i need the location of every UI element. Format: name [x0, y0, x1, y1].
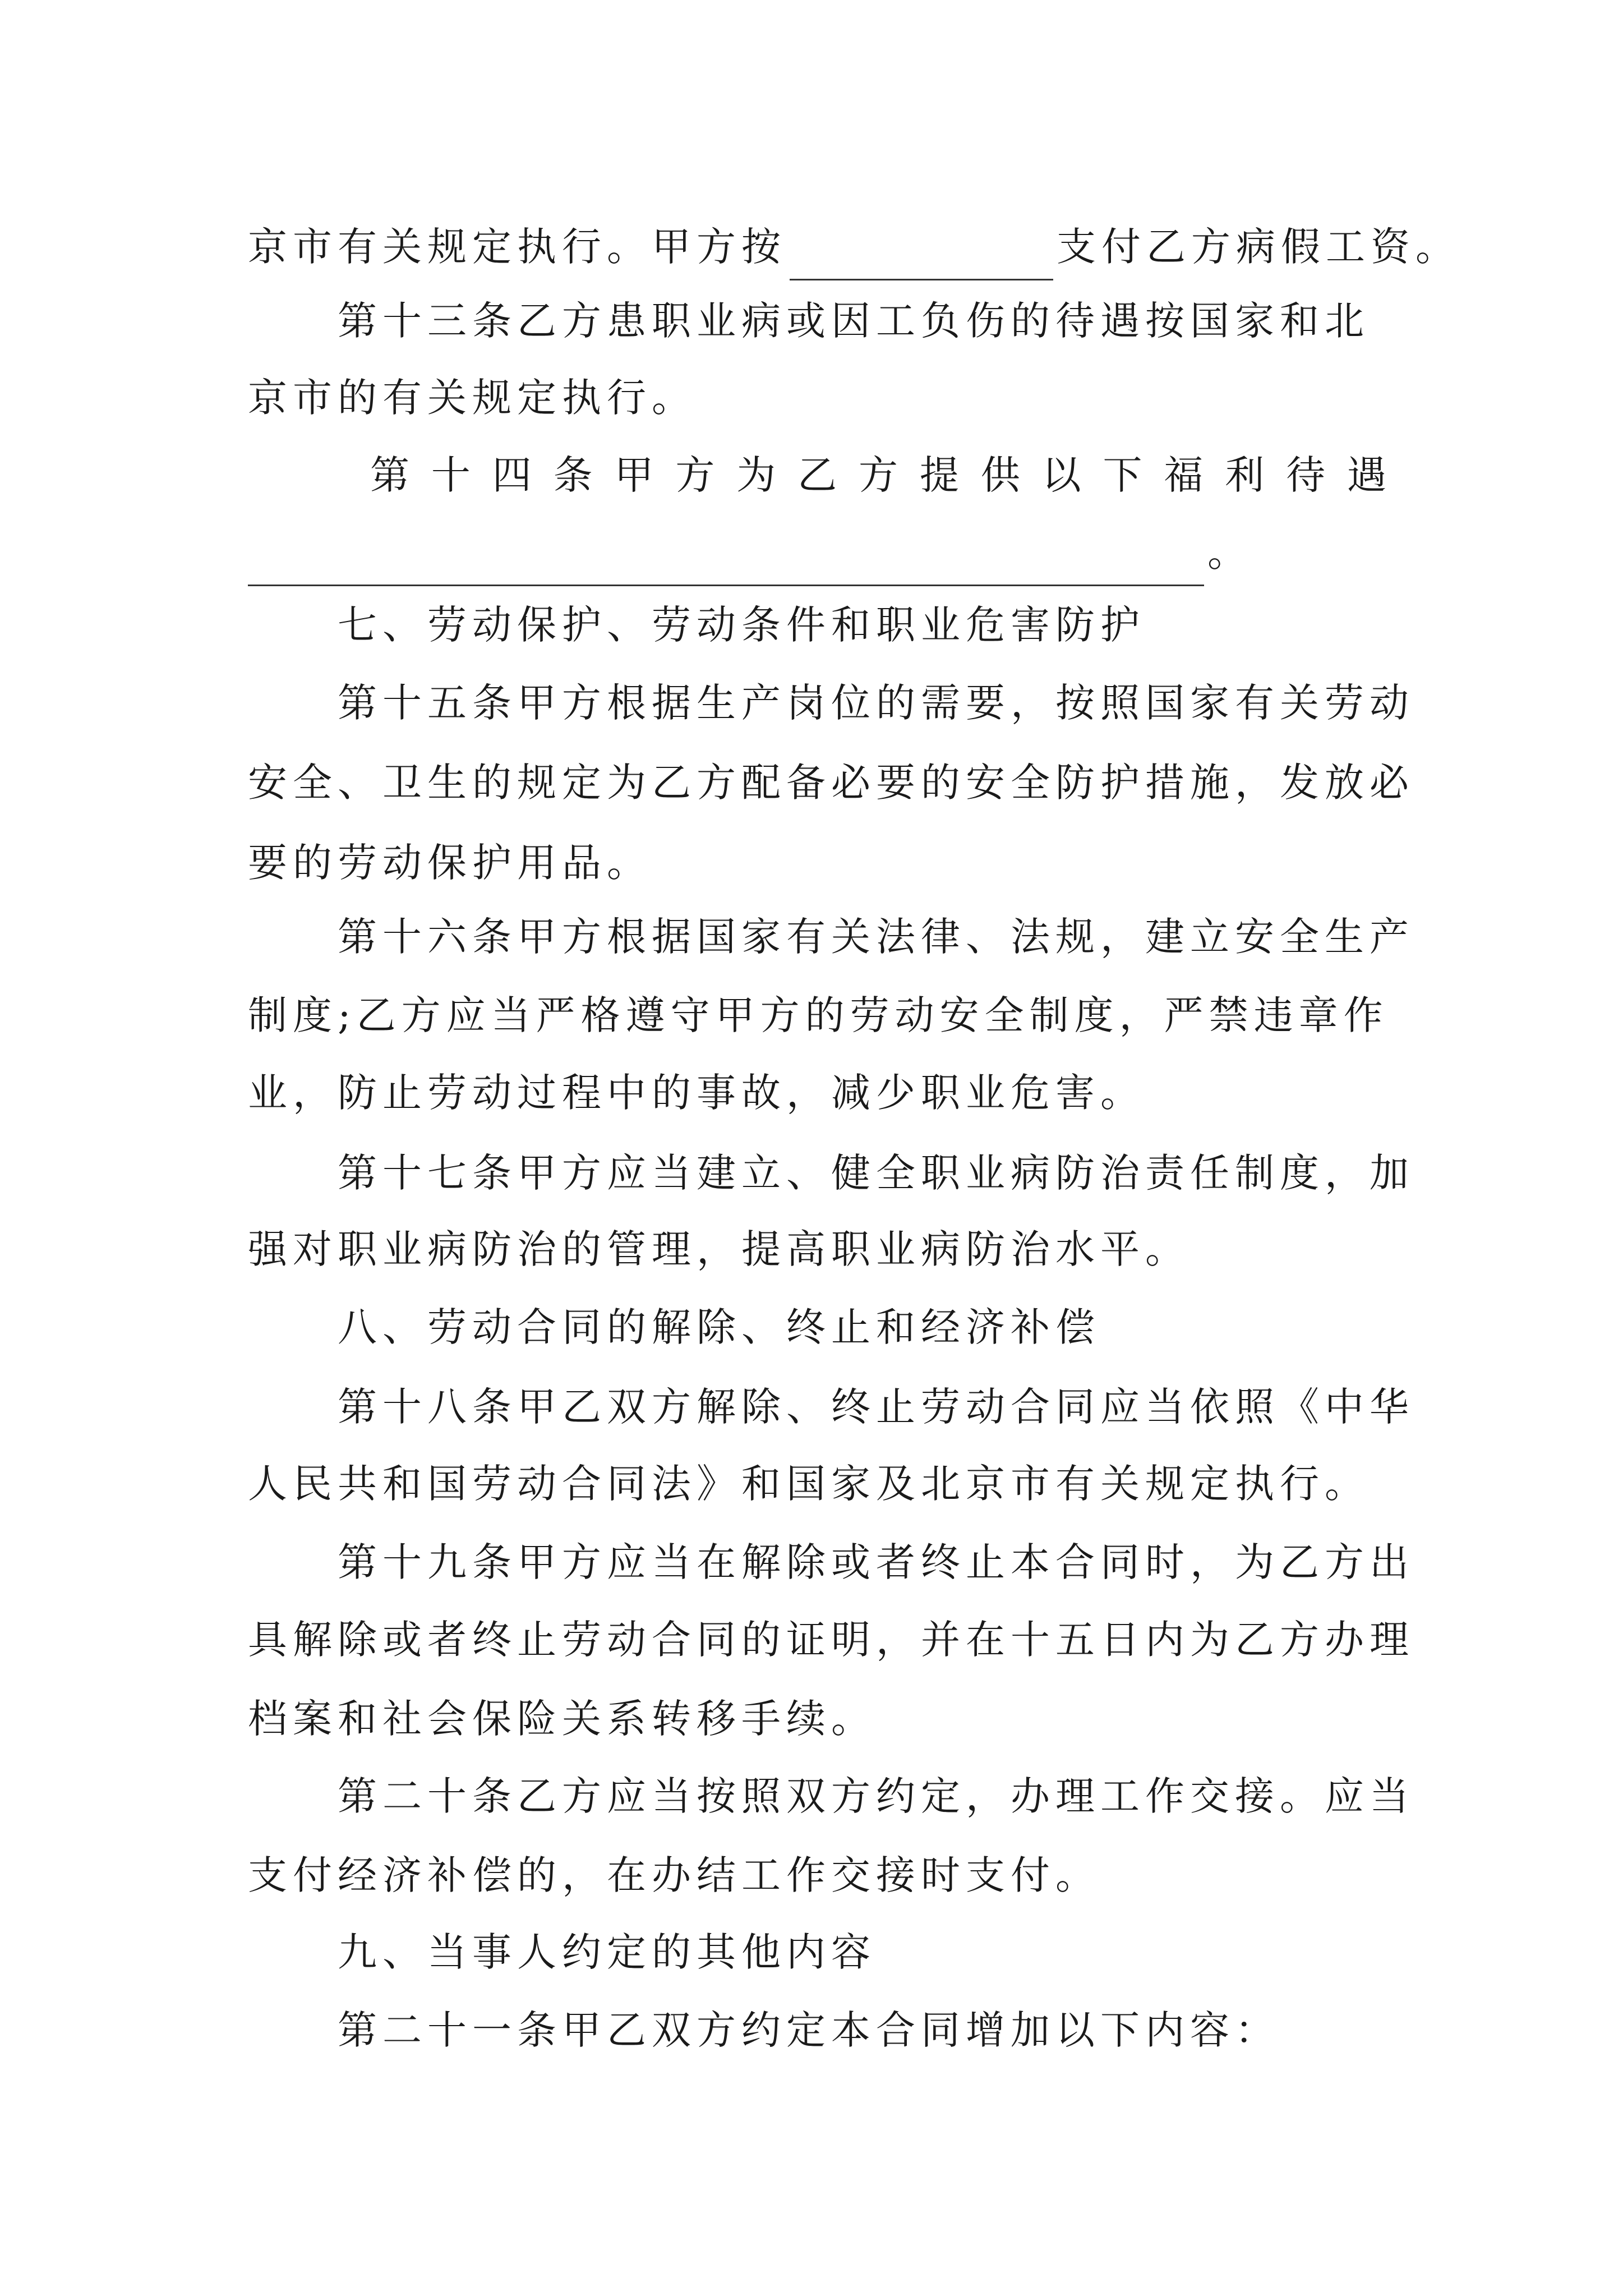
text-line: 档案和社会保险关系转移手续。: [248, 1696, 876, 1742]
text-segment: 京市有关规定执行。甲方按: [248, 224, 786, 270]
char: 遇: [1347, 452, 1386, 498]
text-line: 第十九条甲方应当在解除或者终止本合同时，为乙方出: [338, 1539, 1414, 1585]
text-line: [248, 213, 1460, 280]
char: 下: [1103, 452, 1142, 498]
text-line: 第十七条甲方应当建立、健全职业病防治责任制度，加: [338, 1150, 1414, 1196]
char: 甲: [614, 452, 654, 498]
char: 第: [370, 452, 409, 498]
justified-text-line: [370, 441, 1386, 509]
char: 以: [1041, 452, 1081, 498]
char: 为: [736, 452, 776, 498]
text-line: 第二十一条甲乙双方约定本合同增加以下内容：: [338, 2007, 1280, 2053]
char: 十: [431, 452, 471, 498]
char: 供: [980, 452, 1020, 498]
char: 四: [492, 452, 532, 498]
text-line: 强对职业病防治的管理，提高职业病防治水平。: [248, 1226, 1190, 1272]
section-heading: 八、劳动合同的解除、终止和经济补偿: [338, 1304, 1100, 1350]
text-line: 京市的有关规定执行。: [248, 375, 697, 421]
text-line: 制度;乙方应当严格遵守甲方的劳动安全制度，严禁违章作: [248, 992, 1389, 1038]
text-line: 第十六条甲方根据国家有关法律、法规，建立安全生产: [338, 914, 1414, 960]
char: 条: [553, 452, 593, 498]
text-line: 支付经济补偿的，在办结工作交接时支付。: [248, 1852, 1100, 1898]
text-line: 具解除或者终止劳动合同的证明，并在十五日内为乙方办理: [248, 1617, 1414, 1663]
char: 福: [1164, 452, 1204, 498]
fill-in-blank: [248, 544, 1204, 586]
char: 方: [675, 452, 715, 498]
text-segment: 。: [1207, 530, 1252, 576]
text-line: 第十三条乙方患职业病或因工负伤的待遇按国家和北: [338, 298, 1370, 344]
char: 待: [1286, 452, 1326, 498]
text-line: 要的劳动保护用品。: [248, 840, 652, 886]
char: 提: [919, 452, 959, 498]
text-line: 人民共和国劳动合同法》和国家及北京市有关规定执行。: [248, 1461, 1370, 1507]
section-heading: 九、当事人约定的其他内容: [338, 1929, 876, 1975]
text-line: 安全、卫生的规定为乙方配备必要的安全防护措施，发放必: [248, 760, 1414, 806]
text-line: 业，防止劳动过程中的事故，减少职业危害。: [248, 1070, 1145, 1116]
fill-in-blank: [790, 238, 1053, 280]
text-line: [248, 519, 1386, 586]
text-line: 第十八条甲乙双方解除、终止劳动合同应当依照《中华: [338, 1384, 1414, 1430]
text-line: 第十五条甲方根据生产岗位的需要，按照国家有关劳动: [338, 680, 1414, 726]
text-line: 第二十条乙方应当按照双方约定，办理工作交接。应当: [338, 1773, 1414, 1819]
section-heading: 七、劳动保护、劳动条件和职业危害防护: [338, 602, 1145, 648]
text-segment: 支付乙方病假工资。: [1057, 224, 1460, 270]
char: 方: [859, 452, 898, 498]
char: 利: [1225, 452, 1265, 498]
char: 乙: [797, 452, 837, 498]
